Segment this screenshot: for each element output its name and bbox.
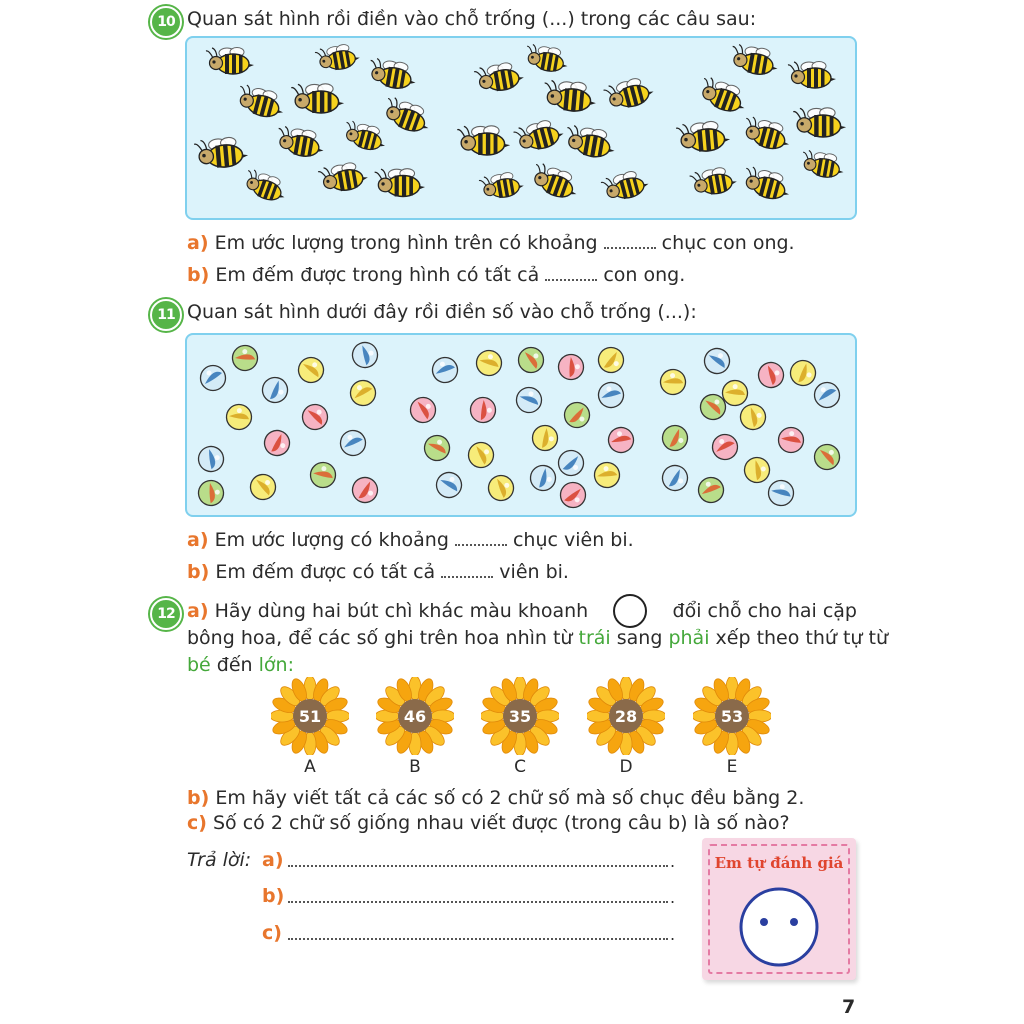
marble-icon — [349, 474, 382, 507]
bee-icon — [318, 160, 370, 194]
marble-icon — [433, 469, 466, 502]
marble-icon — [562, 400, 592, 430]
bee-icon — [740, 165, 793, 203]
marble-icon — [763, 475, 798, 510]
q12-line1-before: Hãy dùng hai bút chì khác màu khoanh — [214, 600, 589, 622]
answer-b-label: b) — [262, 885, 285, 907]
bee-icon — [341, 119, 389, 153]
q12-line2-after: xếp theo thứ tự từ — [715, 627, 889, 649]
sunflower-letter: B — [409, 757, 421, 777]
marble-icon — [471, 345, 506, 380]
bee-icon — [194, 136, 249, 170]
bee-icon — [740, 115, 793, 153]
q11-a-blank[interactable] — [455, 544, 507, 546]
marble-icon — [595, 344, 626, 375]
sunflower-letter: A — [304, 757, 316, 777]
bee-icon — [689, 165, 738, 198]
q11-b-text-before: Em đếm được có tất cả — [215, 561, 436, 583]
marble-icon — [595, 379, 627, 411]
word-be: bé — [187, 654, 211, 676]
q12-part-c — [187, 812, 790, 834]
bee-icon — [563, 124, 617, 160]
marble-icon — [656, 365, 691, 400]
marble-icon — [711, 433, 739, 461]
sunflower-d[interactable] — [587, 677, 665, 755]
sunflower-letter: E — [726, 757, 738, 777]
bee-icon — [478, 170, 525, 201]
answer-a-period: . — [670, 852, 676, 871]
q12-line2-before: bông hoa, để các số ghi trên hoa nhìn từ — [187, 627, 573, 649]
q11-b-blank[interactable] — [441, 576, 493, 578]
bee-icon — [275, 125, 327, 159]
q10-b-text-before: Em đếm được trong hình có tất cả — [215, 264, 540, 286]
q12-b-label: b) — [187, 787, 210, 809]
q12-line-3 — [187, 652, 294, 678]
marble-icon — [486, 473, 516, 503]
q10-b-blank[interactable] — [545, 279, 597, 281]
marble-icon — [249, 473, 276, 500]
marble-icon — [554, 350, 589, 385]
bee-icon — [375, 169, 425, 197]
word-lon: lớn: — [258, 654, 294, 676]
bee-icon — [528, 161, 582, 202]
marble-icon — [260, 426, 294, 460]
marble-icon — [773, 422, 808, 457]
question-11-text: Quan sát hình dưới đây rồi điền số vào chỗ trống (...): — [187, 301, 697, 323]
answer-a-label: a) — [262, 849, 284, 871]
q11-b-label: b) — [187, 561, 210, 583]
marble-icon — [736, 400, 769, 433]
bee-icon — [234, 83, 287, 121]
q11-a-text-after: chục viên bi. — [512, 529, 634, 551]
q12-part-b — [187, 787, 804, 809]
q10-a-label: a) — [187, 232, 209, 254]
sunflower-b[interactable] — [376, 677, 454, 755]
marble-icon — [305, 457, 340, 492]
bees-panel — [185, 36, 857, 220]
marble-icon — [696, 475, 726, 505]
marble-icon — [518, 347, 543, 372]
q11-a-label: a) — [187, 529, 209, 551]
sunflower-c[interactable] — [481, 677, 559, 755]
bee-icon — [513, 117, 566, 155]
marble-icon — [349, 379, 376, 406]
bee-icon — [241, 168, 290, 205]
marble-icon — [339, 429, 368, 458]
marble-icon — [740, 453, 774, 487]
q11-part-a — [187, 529, 634, 551]
question-number-12: 12 — [150, 598, 182, 630]
bee-icon — [314, 42, 361, 73]
marble-icon — [814, 382, 840, 408]
bee-icon — [291, 84, 344, 113]
marble-icon — [590, 458, 624, 492]
answer-b-line[interactable] — [288, 889, 668, 903]
answer-label: Trả lời: — [187, 849, 252, 871]
q11-b-text-after: viên bi. — [499, 561, 569, 583]
bee-icon — [474, 60, 526, 94]
marble-icon — [201, 366, 226, 391]
sunflower-letter: C — [514, 757, 526, 777]
self-assessment-card — [702, 838, 856, 980]
marble-icon — [527, 420, 562, 455]
bee-icon — [696, 75, 750, 116]
q11-a-text-before: Em ước lượng có khoảng — [214, 529, 449, 551]
bee-icon — [542, 79, 597, 113]
answer-c-line[interactable] — [288, 926, 668, 940]
marble-icon — [658, 461, 691, 494]
marble-icon — [512, 383, 547, 418]
marble-icon — [349, 339, 381, 371]
sunflower-e[interactable] — [693, 677, 771, 755]
answer-b-period: . — [670, 888, 676, 907]
marble-icon — [560, 482, 586, 508]
question-number-11: 11 — [150, 299, 182, 331]
marble-icon — [786, 356, 821, 391]
question-number-10: 10 — [150, 6, 182, 38]
circle-symbol-icon — [613, 594, 647, 628]
marble-icon — [465, 392, 500, 427]
sunflower-a[interactable] — [271, 677, 349, 755]
marble-icon — [658, 421, 692, 455]
q10-a-text-before: Em ước lượng trong hình trên có khoảng — [214, 232, 598, 254]
sunflower-letter: D — [619, 757, 633, 777]
bee-icon — [729, 43, 781, 77]
sunflower-number: 28 — [614, 706, 638, 726]
marbles-panel — [185, 333, 857, 517]
bee-icon — [800, 149, 847, 180]
q12-c-label: c) — [187, 812, 207, 834]
sunflower-number: 51 — [298, 706, 322, 726]
bees-illustration — [187, 38, 855, 218]
q10-b-text-after: con ong. — [603, 264, 686, 286]
bee-icon — [600, 168, 651, 204]
q12-b-text: Em hãy viết tất cả các số có 2 chữ số mà số chục đều bằng 2. — [215, 787, 805, 809]
page-number: 7 — [842, 996, 856, 1018]
word-sang: sang — [616, 627, 663, 649]
marble-icon — [557, 449, 585, 477]
q10-part-a — [187, 232, 795, 254]
sunflower-number: 46 — [403, 706, 427, 726]
word-phai: phải — [668, 627, 710, 649]
q12-c-text: Số có 2 chữ số giống nhau viết được (trong câu b) là số nào? — [213, 812, 790, 834]
sunflower-number: 53 — [720, 706, 744, 726]
bee-icon — [524, 43, 571, 74]
bee-icon — [367, 57, 419, 91]
marble-icon — [194, 442, 227, 475]
marble-icon — [194, 476, 228, 510]
q12-line-1 — [187, 598, 857, 628]
word-trai: trái — [578, 627, 611, 649]
question-10-text: Quan sát hình rồi điền vào chỗ trống (...) trong các câu sau: — [187, 8, 757, 30]
smiley-face-icon[interactable] — [738, 886, 820, 968]
marble-icon — [410, 397, 437, 424]
sunflower-number: 35 — [508, 706, 532, 726]
marble-icon — [467, 441, 496, 470]
marble-icon — [221, 399, 256, 434]
marble-icon — [300, 402, 329, 431]
answer-c-label: c) — [262, 922, 282, 944]
bee-icon — [380, 95, 434, 136]
marble-icon — [755, 359, 787, 391]
q10-b-label: b) — [187, 264, 210, 286]
marble-icon — [701, 345, 733, 377]
word-den: đến — [216, 654, 253, 676]
bee-icon — [206, 48, 254, 75]
q12-line-2 — [187, 625, 888, 651]
answer-c-period: . — [670, 925, 676, 944]
q10-part-b — [187, 264, 685, 286]
q10-a-text-after: chục con ong. — [661, 232, 795, 254]
marble-icon — [420, 431, 454, 465]
marbles-illustration — [187, 335, 855, 515]
answer-a-line[interactable] — [288, 853, 668, 867]
bee-icon — [676, 120, 731, 154]
bee-icon — [788, 62, 836, 89]
marble-icon — [813, 443, 841, 471]
bee-icon — [793, 108, 846, 137]
marble-icon — [430, 355, 461, 386]
q12-a-label: a) — [187, 600, 209, 622]
marble-icon — [227, 340, 262, 375]
marble-icon — [525, 460, 560, 495]
self-assessment-title: Em tự đánh giá — [714, 854, 844, 872]
marble-icon — [604, 423, 637, 456]
bee-icon — [457, 126, 510, 155]
bee-icon — [603, 75, 656, 113]
marble-icon — [258, 373, 292, 407]
q10-a-blank[interactable] — [604, 247, 656, 249]
q12-line1-after: đổi chỗ cho hai cặp — [672, 600, 857, 622]
q11-part-b — [187, 561, 569, 583]
marble-icon — [296, 355, 327, 386]
